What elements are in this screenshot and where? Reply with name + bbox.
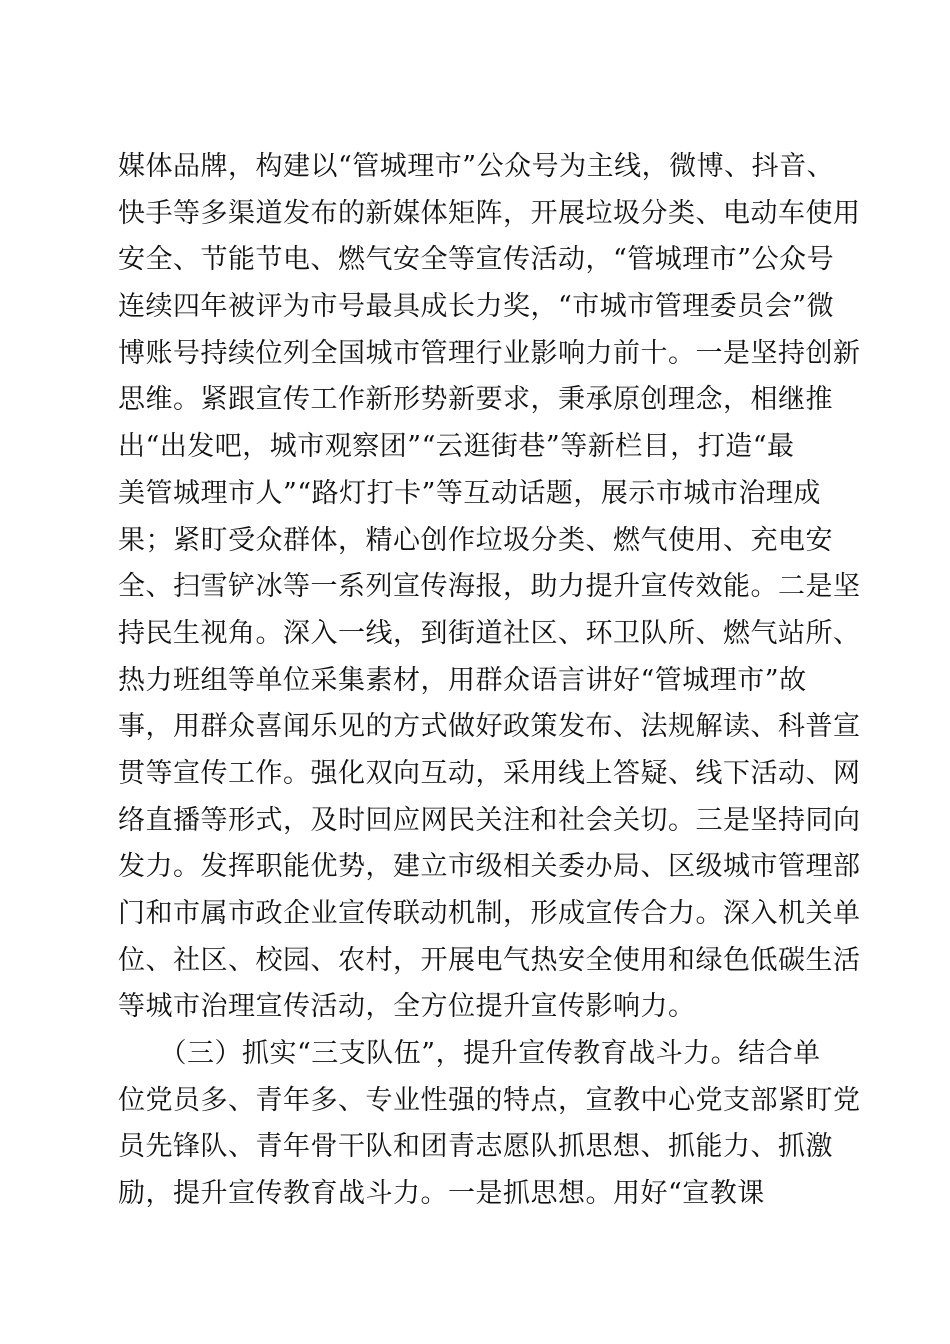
text-line: 出“出发吧，城市观察团”“云逛街巷”等新栏目，打造“最 xyxy=(118,431,795,463)
text-line: 博账号持续位列全国城市管理行业影响力前十。一是坚持创新 xyxy=(118,337,861,369)
text-line: 果；紧盯受众群体，精心创作垃圾分类、燃气使用、充电安 xyxy=(118,524,833,556)
text-line: 员先锋队、青年骨干队和团青志愿队抓思想、抓能力、抓激 xyxy=(118,1131,833,1163)
text-line: 等城市治理宣传活动，全方位提升宣传影响力。 xyxy=(118,991,696,1023)
text-line: 门和市属市政企业宣传联动机制，形成宣传合力。深入机关单 xyxy=(118,898,861,929)
text-line: 发力。发挥职能优势，建立市级相关委办局、区级城市管理部 xyxy=(118,851,861,883)
text-line: 连续四年被评为市号最具成长力奖，“市城市管理委员会”微 xyxy=(118,291,835,323)
text-line: 络直播等形式，及时回应网民关注和社会关切。三是坚持同向 xyxy=(118,804,861,836)
text-line: 热力班组等单位采集素材，用群众语言讲好“管城理市”故 xyxy=(118,664,807,696)
text-line: 位、社区、校园、农村，开展电气热安全使用和绿色低碳生活 xyxy=(118,944,861,976)
text-line: 持民生视角。深入一线，到街道社区、环卫队所、燃气站所、 xyxy=(118,617,861,649)
document-body xyxy=(118,144,861,1218)
text-line: 事，用群众喜闻乐见的方式做好政策发布、法规解读、科普宣 xyxy=(118,711,861,743)
text-line: 安全、节能节电、燃气安全等宣传活动，“管城理市”公众号 xyxy=(118,244,835,276)
text-line: 励，提升宣传教育战斗力。一是抓思想。用好“宣教课 xyxy=(118,1178,765,1210)
section-heading-line: （三）抓实“三支队伍”，提升宣传教育战斗力。结合单 xyxy=(118,1038,821,1070)
text-line: 快手等多渠道发布的新媒体矩阵，开展垃圾分类、电动车使用 xyxy=(118,197,861,229)
text-line: 思维。紧跟宣传工作新形势新要求，秉承原创理念，相继推 xyxy=(118,384,833,416)
text-line: 贯等宣传工作。强化双向互动，采用线上答疑、线下活动、网 xyxy=(118,757,861,789)
text-line: 全、扫雪铲冰等一系列宣传海报，助力提升宣传效能。二是坚 xyxy=(118,571,861,603)
text-line: 媒体品牌，构建以“管城理市”公众号为主线，微博、抖音、 xyxy=(118,151,835,182)
text-line: 美管城理市人”“路灯打卡”等互动话题，展示市城市治理成 xyxy=(118,477,821,509)
text-line: 位党员多、青年多、专业性强的特点，宣教中心党支部紧盯党 xyxy=(118,1084,861,1116)
